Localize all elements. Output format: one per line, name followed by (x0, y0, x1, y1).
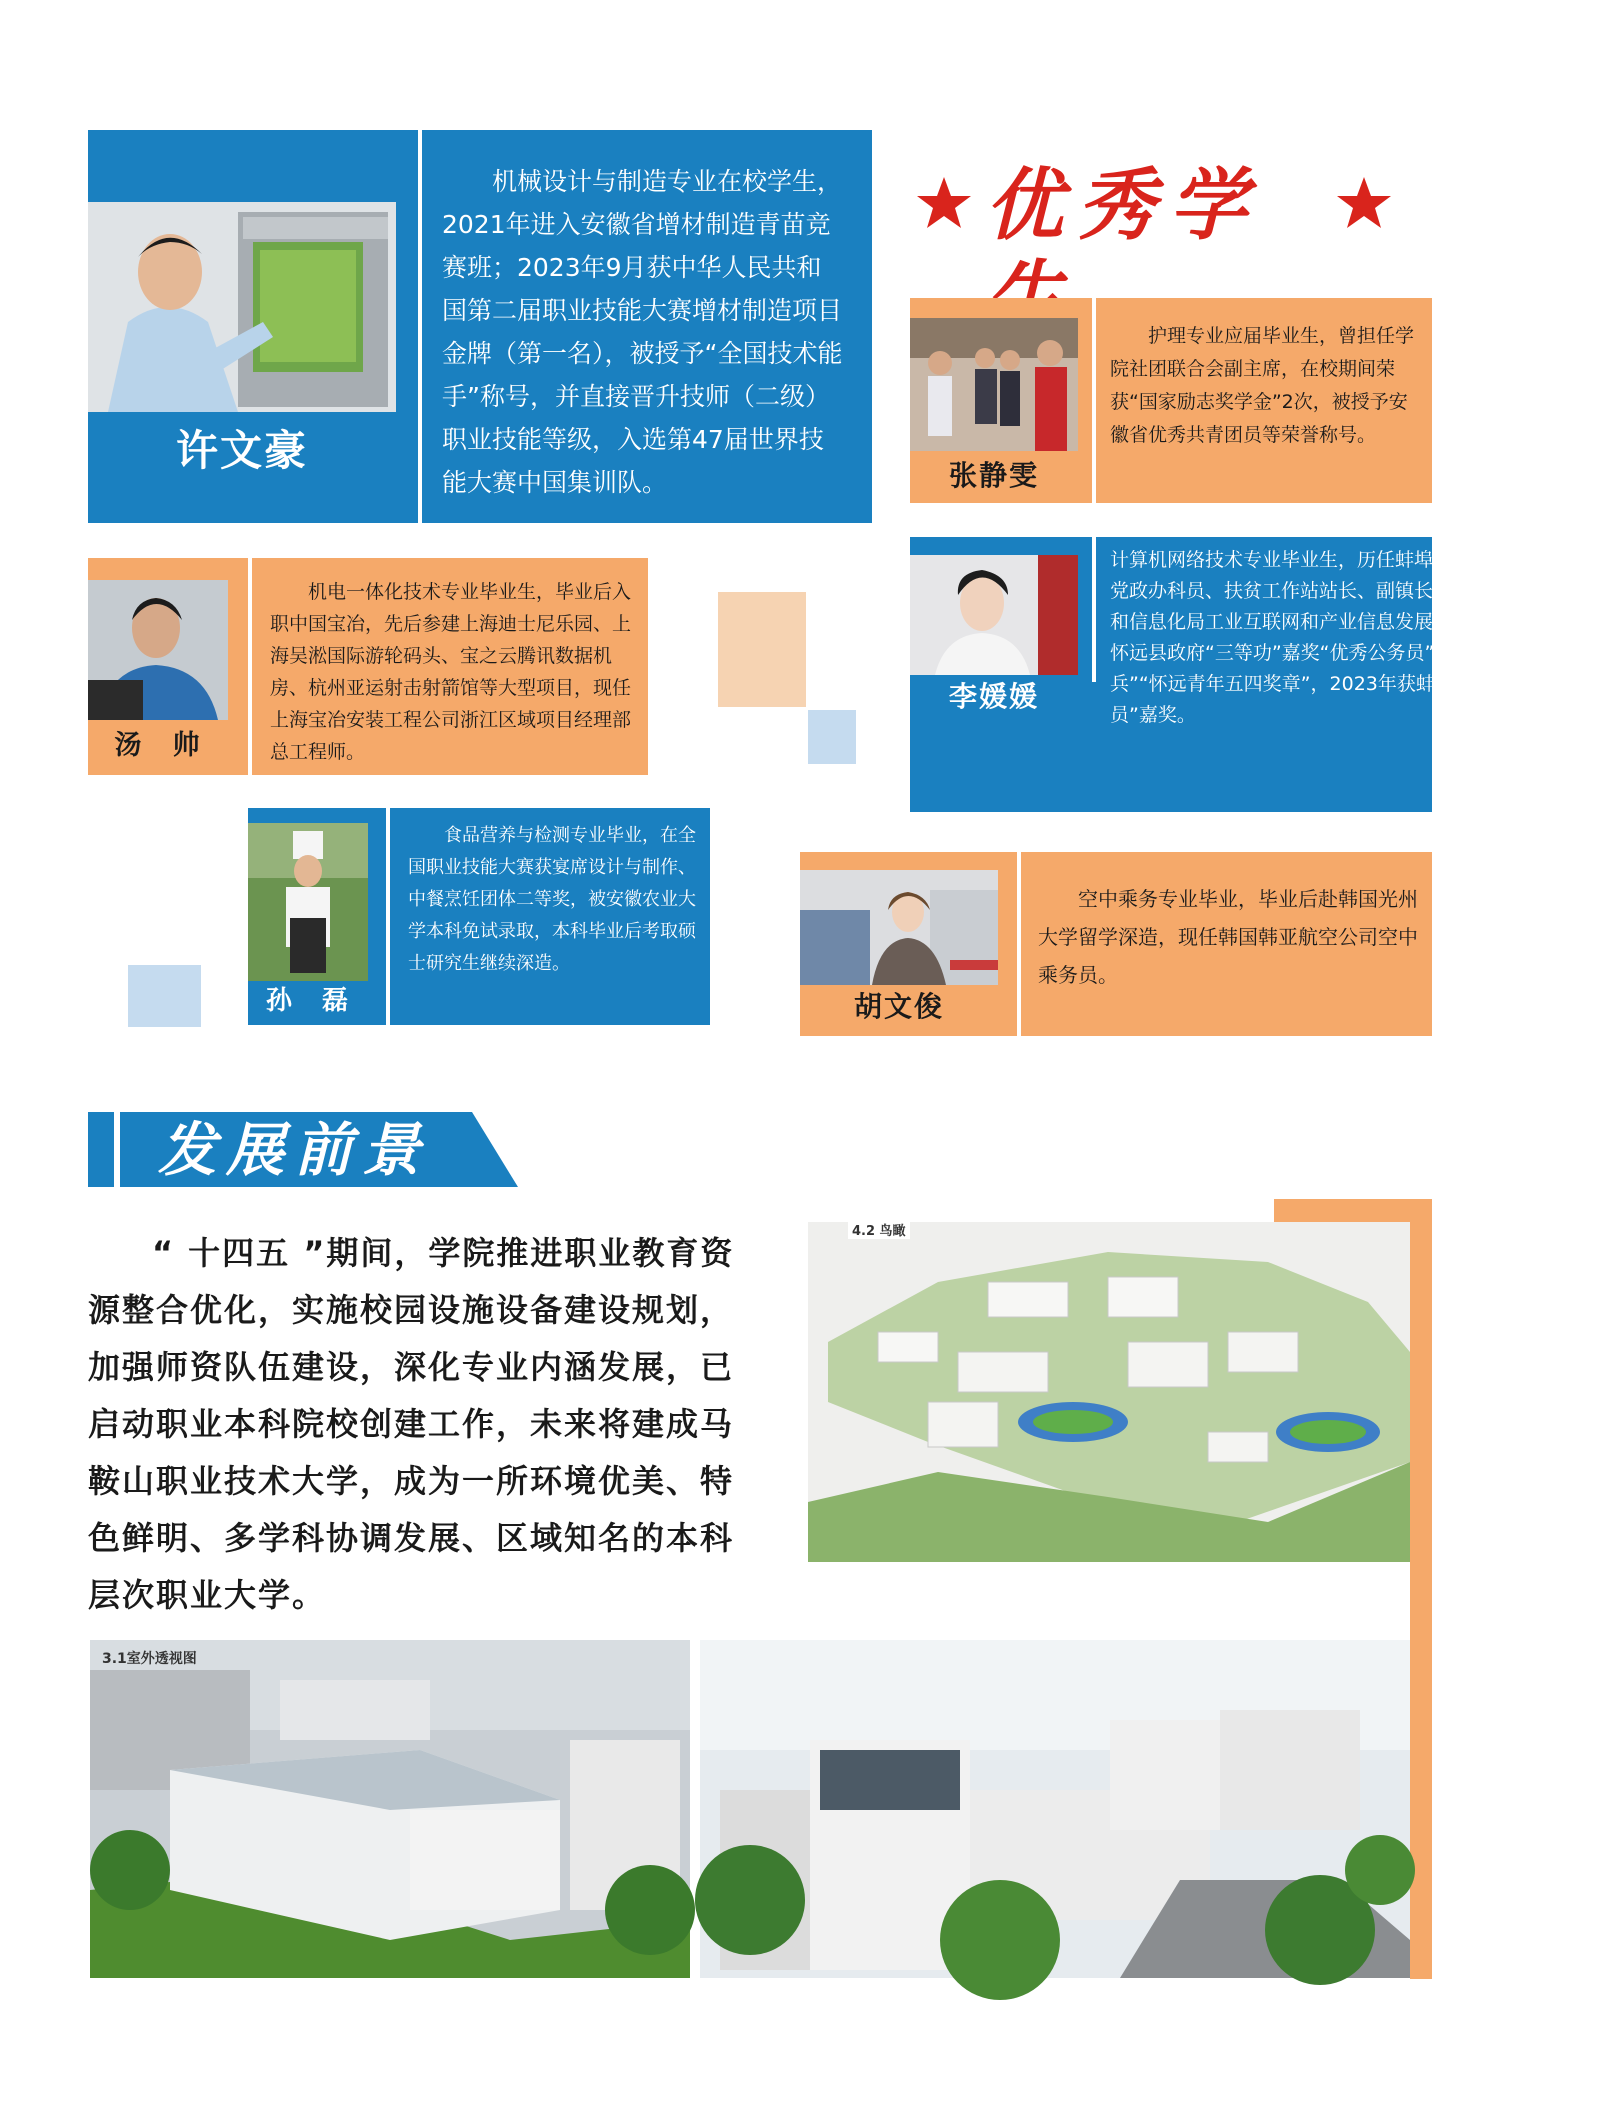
card-divider (248, 558, 252, 775)
prospect-text: “ 十四五 ”期间，学院推进职业教育资源整合优化，实施校园设施设备建设规划，加强师资队伍建设，深化专业内涵发展，已启动职业本科院校创建工作，未来将建成马鞍山职业技术大学，成为一所环境优美、特色鲜明、多学科协调发展、区域知名的本科层次职业大学。 (88, 1234, 735, 1614)
student-card-sun (248, 808, 710, 1025)
image-aerial-view (808, 1222, 1410, 1562)
student-name-xu: 许文豪 (175, 426, 308, 475)
student-desc-sun: 食品营养与检测专业毕业，在全国职业技能大赛获宴席设计与制作、中餐烹饪团体二等奖，被安徽农业大学本科免试录取，本科毕业后考取硕士研究生继续深造。 (408, 825, 696, 974)
card-divider (386, 808, 390, 1025)
star-icon (915, 175, 973, 231)
student-name-zhang: 张静雯 (948, 459, 1039, 492)
section-title-excellent (915, 160, 1415, 260)
card-divider (418, 130, 422, 523)
section-header-prospect (88, 1112, 518, 1187)
decor-square-blue (128, 965, 201, 1027)
student-card-zhang (910, 298, 1432, 503)
photo-sun (248, 823, 368, 981)
section-title-text: 优秀学 (985, 160, 1262, 251)
photo-xu (88, 202, 396, 412)
photo-tang (88, 580, 228, 720)
student-name-tang: 汤 帅 (114, 730, 202, 761)
card-divider (1092, 298, 1096, 503)
student-card-xu (88, 130, 872, 523)
photo-hu (800, 870, 998, 985)
decor-square-orange (718, 592, 806, 707)
student-name-sun: 孙 磊 (265, 986, 350, 1016)
student-desc-hu: 空中乘务专业毕业，毕业后赴韩国光州大学留学深造，现任韩国韩亚航空公司空中乘务员。 (1038, 887, 1418, 987)
student-desc-xu: 机械设计与制造专业在校学生，2021年进入安徽省增材制造青苗竞赛班；2023年9月获中华人民共和国第二届职业技能大赛增材制造项目金牌（第一名），被授予“全国技术能手”称号，并直接晋升技师（二级）职业技能等级，入选第47届世界技能大赛中国集训队。 (442, 167, 843, 497)
student-name-hu: 胡文俊 (853, 990, 944, 1023)
student-desc-zhang: 护理专业应届毕业生，曾担任学院社团联合会副主席，在校期间荣获“国家励志奖学金”2次，被授予安徽省优秀共青团员等荣誉称号。 (1110, 325, 1415, 446)
student-desc-li: 计算机网络技术专业毕业生，历任蚌埠市怀远县白莲坡镇党政办科员、扶贫工作站站长、副镇长，现任蚌埠市工业和信息化局工业互联网和产业信息发展科副科长，先后获怀远县政府“三等功”嘉奖“优秀公务员”“脱贫攻坚工作标兵”“怀远青年五四奖章”，2023年获蚌埠市“优秀公务员”嘉奖。 (1110, 549, 1586, 726)
decor-square-blue (808, 710, 856, 764)
student-name-li: 李媛媛 (948, 680, 1039, 713)
decor-frame-orange (1274, 1199, 1432, 1223)
student-desc-tang: 机电一体化技术专业毕业生，毕业后入职中国宝冶，先后参建上海迪士尼乐园、上海吴淞国际游轮码头、宝之云腾讯数据机房、杭州亚运射击射箭馆等大型项目，现任上海宝冶安装工程公司浙江区域项目经理部总工程师。 (270, 581, 632, 763)
image-outdoor-perspective (90, 1640, 690, 1978)
star-icon (1335, 175, 1393, 231)
card-divider (1017, 852, 1021, 1036)
student-card-li (910, 537, 1586, 812)
student-card-hu (800, 852, 1432, 1036)
aerial-caption: 4.2 鸟瞰 (848, 1220, 910, 1239)
student-card-tang (88, 558, 648, 775)
photo-zhang (910, 318, 1078, 451)
outdoor-caption: 3.1室外透视图 (102, 1651, 197, 1667)
section2-title-text: 发展前景 (158, 1116, 431, 1184)
header-bar-accent (88, 1112, 114, 1187)
image-building-render (700, 1640, 1410, 1978)
